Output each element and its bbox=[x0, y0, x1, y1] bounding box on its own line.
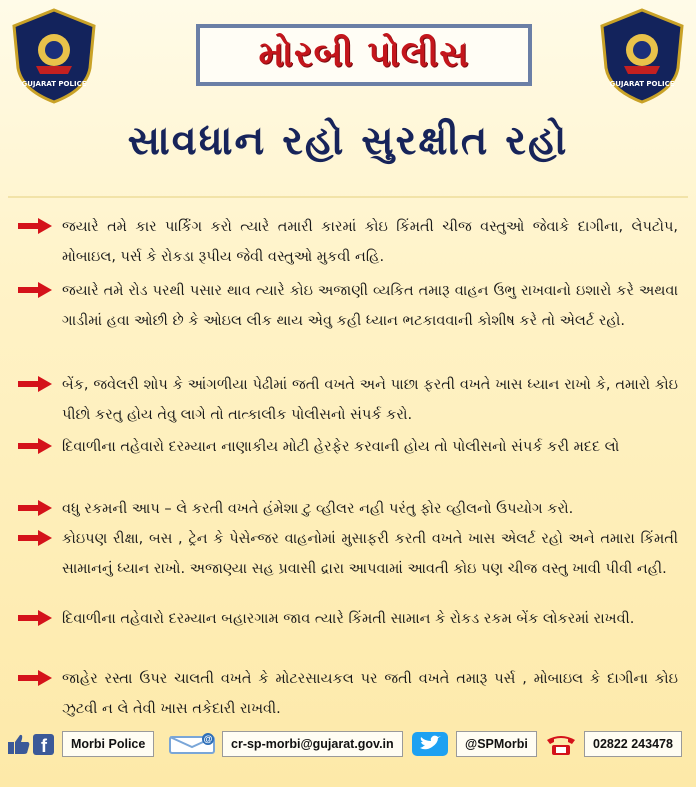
red-arrow-icon bbox=[18, 282, 52, 298]
badge-text: GUJARAT POLICE bbox=[609, 80, 675, 88]
red-arrow-icon bbox=[18, 610, 52, 626]
page-subtitle: સાવધાન રહો સુરક્ષીત રહો bbox=[127, 118, 569, 164]
svg-text:f: f bbox=[41, 736, 47, 756]
badge-text: GUJARAT POLICE bbox=[21, 80, 87, 88]
email-icon bbox=[168, 730, 220, 758]
list-item-text: વધુ રકમની આપ – લે કરતી વખતે હંમેશા ટુ વ્હીલર નહી પરંતુ ફોર વ્હીલનો ઉપયોગ કરો. bbox=[62, 501, 574, 517]
red-arrow-icon bbox=[18, 218, 52, 234]
facebook-like-icon[interactable] bbox=[6, 730, 56, 758]
title-banner bbox=[196, 24, 532, 86]
gujarat-police-badge-left bbox=[6, 6, 102, 106]
twitter-icon bbox=[410, 730, 450, 758]
red-arrow-icon bbox=[18, 376, 52, 392]
svg-text:@: @ bbox=[203, 734, 213, 744]
list-item-text: બેંક, જવેલરી શોપ કે આંગળીયા પેઢીમાં જતી વખતે અને પાછા ફરતી વખતે ખાસ ધ્યાન રાખો કે, તમારો કોઇ પીછો કરતુ હોય તેવુ લાગે તો તાત્કાલીક પોલીસનો સંપર્ક કરો. bbox=[62, 377, 678, 423]
list-item-text: જાહેર રસ્તા ઉપર ચાલતી વખતે કે મોટરસાયકલ પર જતી વખતે તમારૂ પર્સ , મોબાઇલ કે દાગીના કોઇ ઝુટવી ન લે તેવી ખાસ તકેદારી રાખવી. bbox=[62, 671, 678, 717]
divider bbox=[8, 196, 688, 198]
red-arrow-icon bbox=[18, 500, 52, 516]
red-arrow-icon bbox=[18, 438, 52, 454]
list-item-text: દિવાળીના તહેવારો દરમ્યાન નાણાકીય મોટી હેરફેર કરવાની હોય તો પોલીસનો સંપર્ક કરી મદદ લો bbox=[62, 439, 620, 455]
email-address[interactable]: cr-sp-morbi@gujarat.gov.in bbox=[222, 731, 403, 757]
list-item-text: જયારે તમે કાર પાર્કિંગ કરો ત્યારે તમારી કારમાં કોઇ કિંમતી ચીજ વસ્તુઓ જેવાકે દાગીના, લેપટોપ, મોબાઇલ, પર્સ કે રોકડા રૂપીય જેવી વસ્તુઓ મુકવી નહિ. bbox=[62, 219, 678, 265]
page-title: મોરબી પોલીસ bbox=[258, 34, 470, 75]
phone-number[interactable]: 02822 243478 bbox=[584, 731, 682, 757]
contact-footer bbox=[0, 726, 696, 764]
list-item-text: કોઇપણ રીક્ષા, બસ , ટ્રેન કે પેસેન્જર વાહનોમાં મુસાફરી કરતી વખતે ખાસ એલર્ટ રહો અને તમારા કિંમતી સામાનનું ધ્યાન રાખો. અજાણ્યા સહ પ્રવાસી દ્રારા આપવામાં આવતી કોઇ પણ ચીજ વસ્તુ ખાવી પીવી નહી. bbox=[62, 531, 678, 577]
list-item-text: જયારે તમે રોડ પરથી પસાર થાવ ત્યારે કોઇ અજાણી વ્યકિત તમારૂ વાહન ઉભુ રાખવાનો ઇશારો કરે અથવા ગાડીમાં હવા ઓછી છે કે ઓઇલ લીક થાય એવુ કહી ધ્યાન ભટકાવવાની કોશીષ કરે તો એલર્ટ રહો. bbox=[62, 283, 678, 329]
red-arrow-icon bbox=[18, 530, 52, 546]
twitter-handle[interactable]: @SPMorbi bbox=[456, 731, 537, 757]
gujarat-police-badge-right bbox=[594, 6, 690, 106]
red-arrow-icon bbox=[18, 670, 52, 686]
facebook-page-label[interactable]: Morbi Police bbox=[62, 731, 154, 757]
list-item-text: દિવાળીના તહેવારો દરમ્યાન બહારગામ જાવ ત્યારે કિંમતી સામાન કે રોકડ રકમ બેંક લોકરમાં રાખવી. bbox=[62, 611, 635, 627]
phone-icon bbox=[544, 730, 578, 758]
